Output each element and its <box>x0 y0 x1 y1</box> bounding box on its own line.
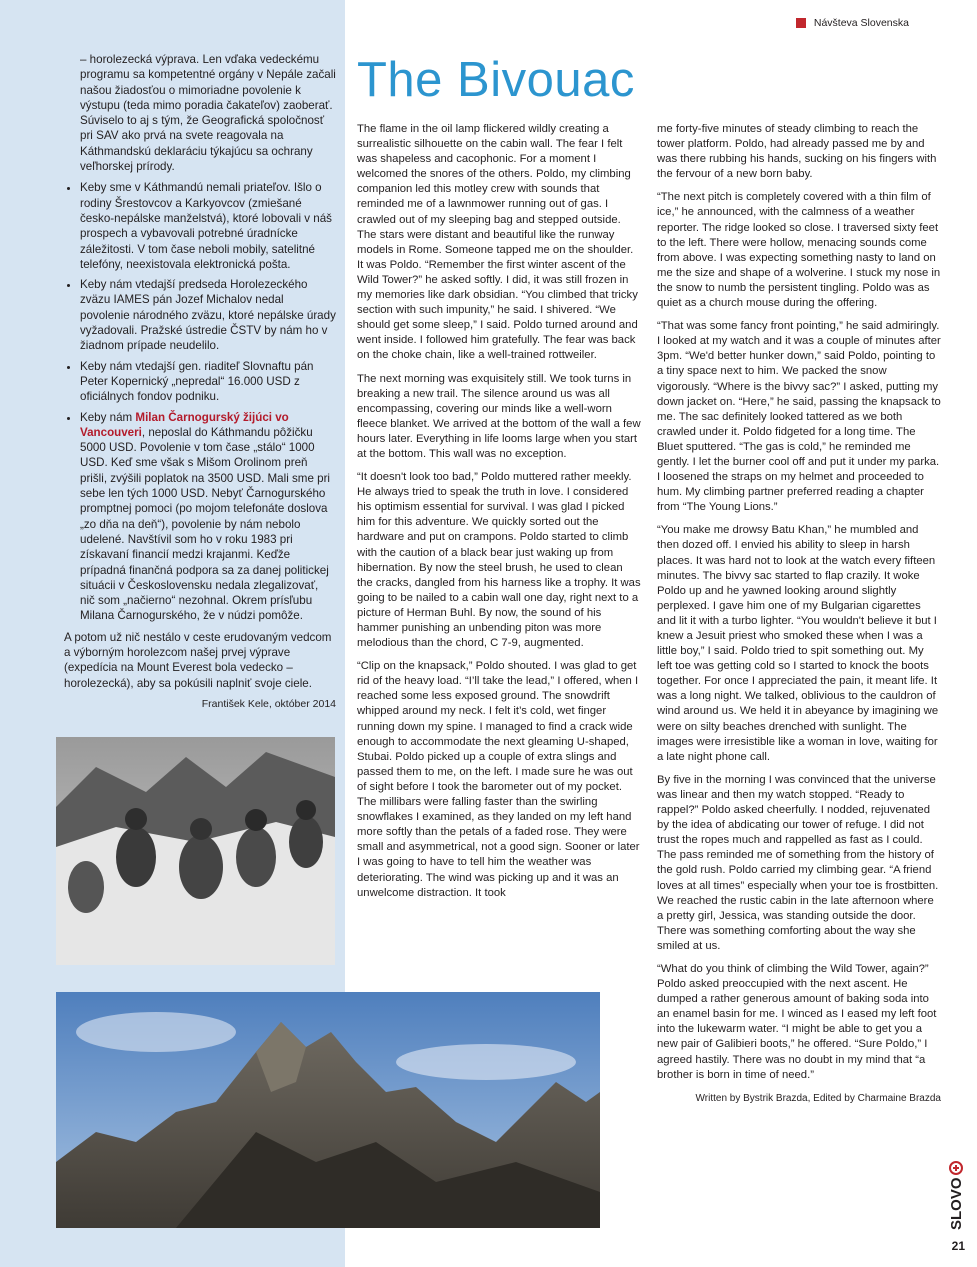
climbers-photo <box>56 737 335 965</box>
article-paragraph: The flame in the oil lamp flickered wildly creating a surrealistic silhouette on the cabin wall. The fear I felt was shapeless and cacophonic. For a moment I welcomed the snores of the others. Poldo, my climbing companion led this motley crew with sounds that reminded me of a lawnmower running out of gas. I crawled out of my sleeping bag and stepped outside. The stars were distant and beautiful like the runway models in Rome. Someone tapped me on the shoulder. It was Poldo. “Remember the first winter ascent of the Wild Tower?” he asked softly. I did, it was still frozen in my memories like dark obsidian. “You climbed that tricky section with such impunity,” he said. I shivered. “We should get some sleep,” I said. Poldo turned around and went inside. I followed him gratefully. The fear was back on the choke chain, like a well-trained rottweiler. <box>357 123 638 362</box>
mountain-photo-graphic <box>56 992 600 1228</box>
article-paragraph: “That was some fancy front pointing,” he said admiringly. I looked at my watch and it was a couple of minutes after 3pm. “We'd better hunker down,” said Poldo, pointing to a tiny space next to him. We packed the snow vigorously. “Where is the bivvy sac?” I asked, putting my down jacket on. “Here,” he said, passing the knapsack to me. The sac definitely looked tattered as we both crawled under it. Poldo fidgeted for a long time. The Bluet sputtered. “The gas is cold,” he reminded me gently. I let the burner cool off and put it under my parka. I loosened the straps on my helmet and proceeded to hum. My climbing partner preferred reading a chapter from “The Young Lions.” <box>657 320 941 514</box>
article-paragraph: By five in the morning I was convinced that the universe was linear and then my watch stopped. “Ready to rappel?” Poldo asked cheerfully. I nodded, rejuvenated by the idea of abdicating our tower of refuge. I did not trust the ropes much and rappelled as fast as I could. The pass reminded me of something from the history of the gold rush. Poldo carried my climbing gear. “A friend loves at all times” especially when your toe is frostbitten. We reached the rustic cabin in the late afternoon where a pretty girl, Jessica, was standing outside the door. There was something comforting about the way she smiled at us. <box>657 773 939 952</box>
mountain-photo <box>56 992 600 1228</box>
bullet-prefix: Keby nám <box>80 410 136 424</box>
sidebar-lead: – horolezecká výprava. Len vďaka vedeckému programu sa kompetentné orgány v Nepále začali našou žiadosťou o mimoriadne povolenie k výstupu (teda mimo poradia čakateľov) zaoberať. Súviselo to aj s tým, že Geografická spoločnosť pri SAV ako prvá na svete reagovala na Káthmandskú deklaráciu týkajúcu sa ochrany veľhorskej prírody. <box>80 53 336 174</box>
sidebar-bullet: • Keby nám vtedajší gen. riaditeľ Slovnaftu pán Peter Kopernický „nepredal“ 16.000 USD z oficiálnych fondov podniku. <box>80 359 336 405</box>
article-title: The Bivouac <box>357 53 635 107</box>
slovo-logo <box>945 1160 967 1234</box>
sidebar-bullet-list <box>64 180 336 623</box>
section-header <box>796 17 909 29</box>
sidebar-bullet <box>80 410 336 624</box>
article-paragraph: “You make me drowsy Batu Khan,” he mumbled and then dozed off. I envied his ability to sleep in harsh places. It was hard not to look at the watch every fifteen minutes. The bivvy sac started to flap crazily. It woke Poldo up and he yawned looking around slightly perplexed. I gave him one of my Bulgarian cigarettes and lit it with a turbo lighter. “You wouldn't believe it but I knew a Jesuit priest who smoked these when I was a little boy,” I said. Poldo tried to spit something out. My left toe was getting cold so I started to knock the boots together. For once I appreciated the pain, it meant life. It was a long night. We talked, oblivious to the cauldron of wind around us. We held it in abeyance by imagining we were on silty beaches drenched with sunlight. The images were irresistible like a woman in love, waiting for a late night phone call. <box>657 524 939 763</box>
climbers-photo-graphic <box>56 737 335 965</box>
article-credit: Written by Bystrik Brazda, Edited by Charmaine Brazda <box>695 1092 941 1104</box>
sidebar-bullet: • Keby nám vtedajší predseda Horolezeckého zväzu IAMES pán Jozef Michalov nedal povolenie národného zväzu, ktoré nepálske úrady vyžadovali. Pražské ústredie ČSTV by nám ho v žiadnom prípade neudelilo. <box>80 277 336 353</box>
article-paragraph: me forty-five minutes of steady climbing to reach the tower platform. Poldo, had already passed me by and was there rubbing his hands, sucking on his fingers with the fervour of a new born baby. <box>657 123 937 181</box>
article-paragraph: “The next pitch is completely covered with a thin film of ice,” he announced, with the calmness of a weather reporter. The ridge looked so close. I traversed sixty feet to the left. There were hollow, menacing sounds come from above. I was expecting something nasty to land on me the size and shape of a wolverine. I stuck my nose in the snow to numb the persistent tingling. Poldo was as quiet as a church mouse during the offering. <box>657 191 941 310</box>
sidebar-closing: A potom už nič nestálo v ceste erudovaným vedcom a výborným horolezcom našej prvej výprave (expedícia na Mount Everest bola vedecko – horolezecká), aby sa pokúsili naplniť svoje ciele. <box>64 630 332 690</box>
sidebar-text <box>64 52 336 718</box>
article-column-middle <box>357 122 641 909</box>
article-paragraph: “What do you think of climbing the Wild Tower, again?” Poldo asked preoccupied with the next ascent. He dumped a rather generous amount of baking soda into an enamel basin for me. I winced as I eased my left foot into the lukewarm water. “I might be able to get you a new pair of Galibieri boots,” he offered. “Sure Poldo,” I agreed hastily. There was no doubt in my mind that “a brother is born in time of need.” <box>657 962 937 1081</box>
sidebar-bullet: • Keby sme v Káthmandú nemali priateľov. Išlo o rodiny Šrestovcov a Karkyovcov (zmiešané česko-nepálske manželstvá), ktoré lobovali v náš prospech a vybavovali potrebné úradnícke záležitosti. V tom čase neboli mobily, satelitné telefóny, neexistovala elektronická pošta. <box>80 180 336 272</box>
red-square-icon <box>796 18 806 28</box>
article-column-right <box>657 122 941 1106</box>
sidebar-signature: František Kele, október 2014 <box>201 697 336 710</box>
logo-text: SLOVO <box>948 1177 965 1230</box>
article-paragraph: The next morning was exquisitely still. We took turns in breaking a new trail. The silence around us was all encompassing, covering our minds like a well-worn fleece blanket. We arrived at the bottom of the wall a few hours later. Everything in life looms large when you start at the bottom. This wall was no exception. <box>357 372 641 460</box>
highlighted-name: Milan Čarnogurský žijúci vo Vancouveri <box>80 410 289 439</box>
article-paragraph: “Clip on the knapsack,” Poldo shouted. I was glad to get rid of the heavy load. “I’ll take the lead,” I offered, when I reached some less exposed ground. The snowdrift whipped around my neck. I felt it’s cold, wet finger running down my spine. I managed to find a crack wide enough to accommodate the next gleaming U-shaped, Stubai. Poldo picked up a couple of extra slings and passed them to me, on the left. I made sure he was out of sight before I took the barometer out of my pocket. The millibars were falling faster than the swirling snowflakes I examined, as they landed on my left hand more softly than the petals of a faded rose. They were small and asymmetrical, not a good sign. Sooner or later I was going to have to tell him the weather was deteriorating. The wind was picking up and it was an unwelcome distraction. It took <box>357 660 640 899</box>
section-name: Návšteva Slovenska <box>813 17 909 29</box>
article-paragraph: “It doesn't look too bad,” Poldo muttered rather meekly. He always tried to speak the truth in love. I considered his optimism essential for survival. I was glad I picked him for this adventure. We quickly sorted out the hardware and put on crampons. Poldo started to climb with the caution of a black bear just waking up from hibernation. By now the steel brush, he used to clean the cracks, dangled from his harness like a trophy. It was going to be nailed to a cabin wall one day, right next to a picture of Herman Buhl. By now, the sound of his hammer punishing an unbending piton was more melodious than the chord, C 7-9, augmented. <box>357 471 641 650</box>
page-number: 21 <box>951 1239 965 1253</box>
bullet-rest: , neposlal do Káthmandu pôžičku 5000 USD. Povolenie v tom čase „stálo“ 1000 USD. Keď sme však s Mišom Orolinom preň prišli, zvýšili poplatok na 3500 USD. Mali sme pri sebe len tých 1000 USD. Nebyť Čarnogurského promptnej pomoci (po mojom telefonáte doslova „zo dňa na deň“), povolenie by nám nebolo udelené. Navštívil som ho v roku 1983 pri získavaní financií medzi krajanmi. Keďže prípadná finančná podpora sa za danej politickej situácii v Československu nedala zlegalizovať, nič som „načierno“ nezohnal. Okrem prísľubu Milana Čarnogurského, že v núdzi pomôže. <box>80 425 331 623</box>
